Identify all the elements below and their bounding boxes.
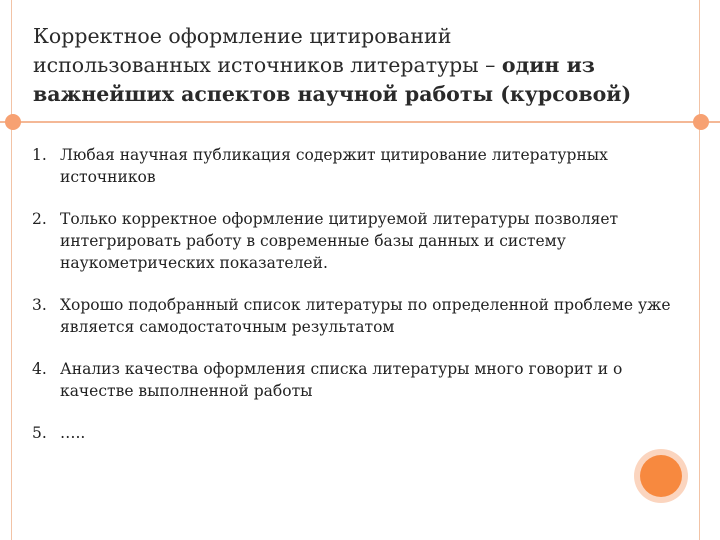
list-item: [32, 144, 672, 188]
title-line-2-plain: использованных источников литературы –: [33, 53, 502, 77]
divider-dot-right: [693, 114, 709, 130]
list-number: 3.: [32, 296, 47, 314]
list-text: Анализ качества оформления списка литературы много говорит и о качестве выполненной работы: [60, 360, 623, 400]
title-line-2-bold: один из: [501, 53, 595, 77]
list-item: [32, 208, 672, 274]
list-item: [32, 358, 672, 402]
list-number: 4.: [32, 360, 47, 378]
list-number: 5.: [32, 424, 47, 442]
list-number: 2.: [32, 210, 47, 228]
list-text: Хорошо подобранный список литературы по определенной проблеме уже является самодостаточным результатом: [60, 296, 671, 336]
title-line-2: [33, 51, 693, 80]
slide-title: [33, 22, 693, 109]
divider-dot-left: [5, 114, 21, 130]
list-text: …..: [60, 424, 86, 442]
title-line-1: Корректное оформление цитирований: [33, 24, 452, 48]
decorative-circle-inner: [640, 455, 682, 497]
title-divider: [0, 121, 720, 123]
title-line-3-bold: важнейших аспектов научной работы (курсовой): [33, 82, 632, 106]
list-item: [32, 294, 672, 338]
list-number: 1.: [32, 146, 47, 164]
list-item: [32, 422, 672, 444]
title-line-3: [33, 80, 693, 109]
list-text: Любая научная публикация содержит цитирование литературных источников: [60, 146, 608, 186]
list-text: Только корректное оформление цитируемой литературы позволяет интегрировать работу в современные базы данных и систему наукометрических показателей.: [60, 210, 619, 272]
numbered-list: [32, 144, 672, 464]
